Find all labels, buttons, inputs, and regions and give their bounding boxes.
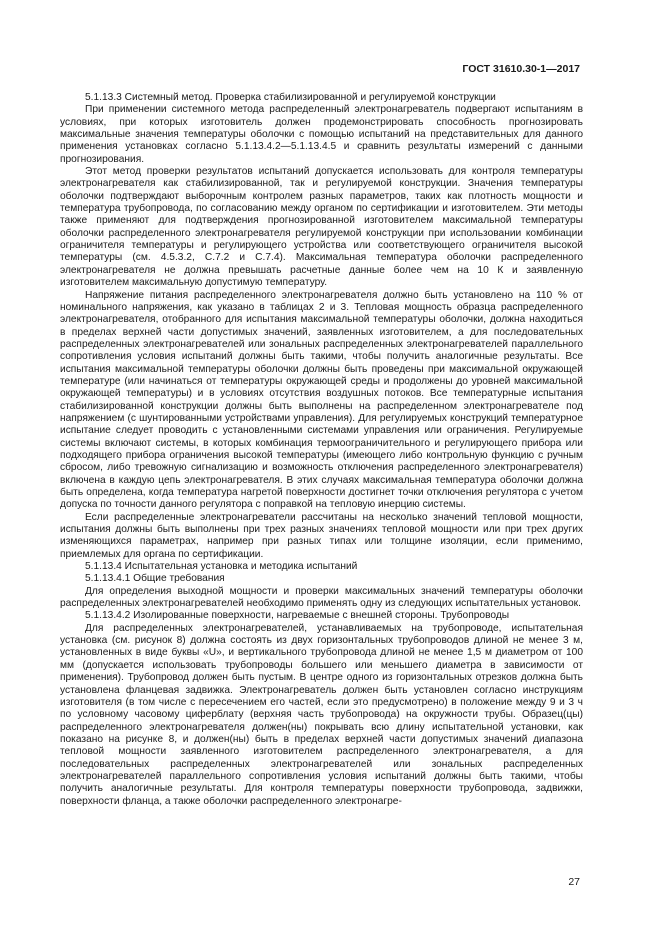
- document-code: ГОСТ 31610.30-1—2017: [462, 63, 580, 75]
- paragraph: Если распределенные электронагреватели рассчитаны на несколько значений тепловой мощности, испытания должны быть выполнены при трех разных значениях тепловой мощности или при трех других изменяющихся параметрах, например при разных типах или толщине изоляции, если применимо, приемлемых для органа по сертификации.: [60, 511, 583, 560]
- paragraph: Для определения выходной мощности и проверки максимальных значений температуры оболочки распределенных электронагревателей необходимо применять одну из следующих испытательных установок.: [60, 585, 583, 610]
- paragraph: Этот метод проверки результатов испытаний допускается использовать для контроля температуры электронагревателя как стабилизированной, так и регулируемой конструкции. Значения температуры оболочки подтверждают выборочным контролем разных параметров, таких как плотность мощности и температура трубопровода, по согласованию между органом по сертификации и изготовителем. Эти методы также применяют для подтверждения прогнозированной изготовителем максимальной температуры оболочки распределенного электронагревателя регулируемой конструкции при использовании комбинации ограничителя температуры и регулирующего устройства или соответствующего ограничителя высокой температуры (см. 4.5.3.2, С.7.2 и С.7.4). Максимальная температура оболочки распределенного электронагревателя не должна превышать расчетные данные более чем на 10 К и заявленную изготовителем максимальную допустимую температуру.: [60, 166, 583, 289]
- paragraph: Напряжение питания распределенного электронагревателя должно быть установлено на 110 % от номинального напряжения, как указано в таблицах 2 и 3. Тепловая мощность образца распределенного электронагревателя, отобранного для испытания максимальной температуры оболочки, должна находиться в пределах верхней части допустимых значений, заявленных изготовителем, а для последовательных распределенных электронагревателей или зональных распределенных электронагревателей параллельного сопротивления условия испытаний должны быть такими, чтобы получить аналогичные результаты. Все испытания максимальной температуры оболочки должны быть проведены при максимальной окружающей температуре (или начинаться от температуры окружающей среды и продолжены до уровней максимальной окружающей температуры) и в условиях отсутствия воздушных потоков. Все температурные испытания стабилизированной конструкции должны быть выполнены на распределенном электронагревателе под напряжением (с шунтированными устройствами управления). Для регулируемых конструкций температурное испытание следует проводить с установленными системами управления или ограничения. Регулируемые системы включают системы, в которых комбинация термоограничительного и регулирующего прибора или подходящего прибора ограничения высокой температуры (имеющего либо контрольную функцию с ручным сбросом, либо тревожную сигнализацию и возможность отключения распределенного электронагревателя) включена в каждую цепь электронагревателя. В этих случаях максимальная температура оболочки должна быть определена, когда температура нагретой поверхности достигнет точки отключения регулятора с учетом допуска по точности данного регулятора с поправкой на тепловую инерцию системы.: [60, 289, 583, 511]
- document-body: [60, 92, 583, 808]
- paragraph: Для распределенных электронагревателей, устанавливаемых на трубопроводе, испытательная установка (см. рисунок 8) должна состоять из двух горизонтальных трубопроводов длиной не менее 3 м, установленных в виде буквы «U», и вертикального трубопровода длиной не менее 1,5 м диаметром от 100 мм (допускается использовать трубопроводы большего или меньшего диаметра в зависимости от применения). Трубопровод должен быть пустым. В центре одного из горизонтальных отрезков должна быть установлена фланцевая задвижка. Электронагреватель должен быть установлен согласно инструкциям изготовителя (в том числе с пересечением его частей, если это предусмотрено) в положение между 9 и 3 ч по условному часовому циферблату (верхняя часть трубопровода) на окружности трубы. Образец(цы) распределенного электронагревателя должен(ны) покрывать всю длину испытательной установки, как показано на рисунке 8, и должен(ны) быть в пределах верхней части допустимых значений диапазона тепловой мощности заявленного изготовителем распределенного электронагревателя, а для последовательных распределенных электронагревателей или зональных распределенных электронагревателей параллельного сопротивления условия испытаний должны быть такими, чтобы получить аналогичные результаты. Для контроля температуры поверхности трубопровода, задвижки, поверхности фланца, а также оболочки распределенного электронагре-: [60, 622, 583, 807]
- paragraph: 5.1.13.3 Системный метод. Проверка стабилизированной и регулируемой конструкции: [85, 92, 496, 103]
- page-number: 27: [568, 876, 580, 888]
- paragraph: 5.1.13.4.2 Изолированные поверхности, нагреваемые с внешней стороны. Трубопроводы: [85, 610, 510, 622]
- paragraph: 5.1.13.4.1 Общие требования: [85, 573, 225, 585]
- paragraph: 5.1.13.4 Испытательная установка и методика испытаний: [85, 561, 358, 573]
- paragraph: При применении системного метода распределенный электронагреватель подвергают испытаниям в условиях, при которых изготовитель должен продемонстрировать способность прогнозировать максимальные значения температуры оболочки с помощью испытаний на представительных для данного применения установках согласно 5.1.13.4.2—5.1.13.4.5 и сравнить результаты измерений с данными прогнозирования.: [60, 104, 583, 165]
